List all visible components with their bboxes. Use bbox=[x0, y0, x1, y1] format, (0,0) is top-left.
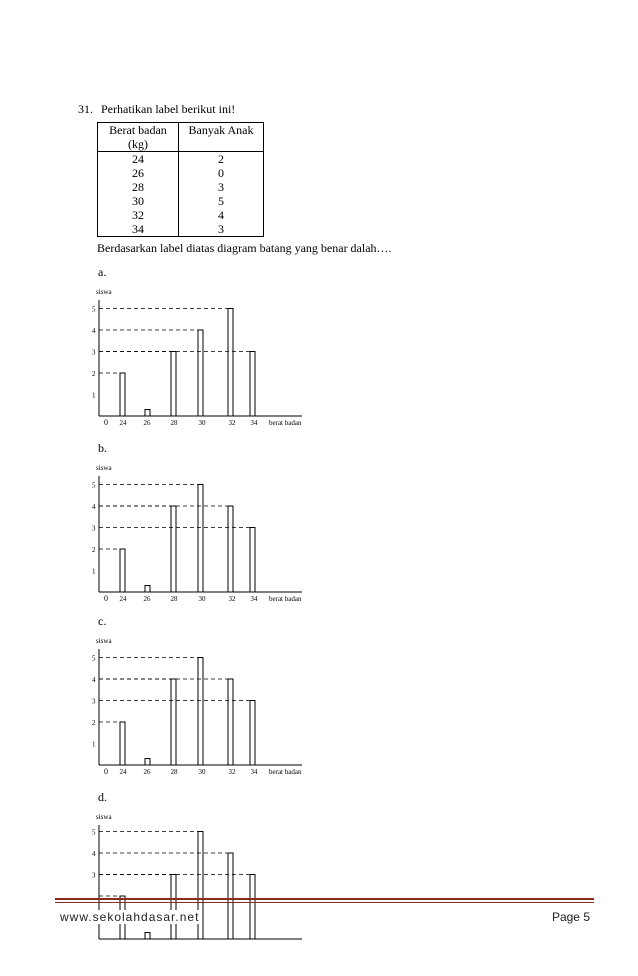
x-tick-label: 32 bbox=[228, 595, 236, 603]
header-text: Banyak Anak bbox=[188, 123, 254, 137]
y-tick-label: 4 bbox=[92, 503, 96, 511]
y-tick-label: 5 bbox=[92, 654, 96, 663]
x-tick-label: 26 bbox=[143, 419, 151, 427]
x-tick-label: 30 bbox=[198, 419, 206, 427]
y-tick-label: 3 bbox=[92, 524, 96, 533]
option-b-label: b. bbox=[98, 441, 107, 455]
bar bbox=[171, 679, 176, 765]
footer-rule-thin bbox=[55, 902, 594, 903]
option-c-label: c. bbox=[98, 614, 107, 628]
footer-rule bbox=[55, 898, 594, 900]
y-tick-label: 2 bbox=[92, 370, 96, 378]
y-axis-label: siswa bbox=[96, 637, 112, 645]
option-d-label: d. bbox=[98, 790, 107, 804]
bar bbox=[228, 853, 233, 939]
bar bbox=[171, 506, 176, 592]
y-tick-label: 4 bbox=[92, 676, 96, 684]
table-header-weight bbox=[98, 123, 179, 152]
bar bbox=[145, 759, 150, 765]
cell-weight: 30 bbox=[98, 194, 179, 208]
x-axis-label: berat badan bbox=[269, 595, 302, 603]
x-axis-label: berat badan bbox=[269, 768, 302, 776]
bar bbox=[250, 701, 255, 766]
x-tick-label: 34 bbox=[250, 595, 258, 603]
bar bbox=[198, 658, 203, 766]
origin-label: 0 bbox=[104, 767, 108, 776]
x-tick-label: 34 bbox=[250, 768, 258, 776]
bar-chart-option-d bbox=[80, 807, 320, 947]
cell-weight: 32 bbox=[98, 208, 179, 222]
option-a-label: a. bbox=[98, 265, 107, 279]
y-tick-label: 5 bbox=[92, 828, 96, 837]
table-row bbox=[98, 222, 264, 237]
data-table bbox=[97, 122, 264, 237]
x-tick-label: 26 bbox=[143, 595, 151, 603]
y-tick-label: 5 bbox=[92, 305, 96, 314]
x-tick-label: 28 bbox=[170, 419, 178, 427]
x-tick-label: 28 bbox=[170, 595, 178, 603]
bar bbox=[228, 679, 233, 765]
question-prompt: Berdasarkan label diatas diagram batang yang benar dalah…. bbox=[97, 241, 392, 255]
bar bbox=[198, 330, 203, 416]
bar bbox=[145, 933, 150, 939]
bar bbox=[171, 352, 176, 417]
table-row bbox=[98, 194, 264, 208]
cell-count: 0 bbox=[179, 166, 264, 180]
table-row bbox=[98, 152, 264, 167]
origin-label: 0 bbox=[104, 418, 108, 427]
bar bbox=[171, 875, 176, 940]
footer-site: www.sekolahdasar.net bbox=[60, 910, 200, 924]
x-tick-label: 26 bbox=[143, 768, 151, 776]
y-tick-label: 1 bbox=[92, 391, 96, 400]
cell-count: 5 bbox=[179, 194, 264, 208]
cell-count: 4 bbox=[179, 208, 264, 222]
bar bbox=[228, 309, 233, 417]
y-axis-label: siswa bbox=[96, 464, 112, 472]
y-tick-label: 1 bbox=[92, 567, 96, 576]
footer-page-number: Page 5 bbox=[551, 910, 590, 924]
cell-count: 3 bbox=[179, 180, 264, 194]
y-tick-label: 3 bbox=[92, 871, 96, 880]
x-tick-label: 30 bbox=[198, 768, 206, 776]
y-axis-label: siswa bbox=[96, 288, 112, 296]
bar bbox=[250, 352, 255, 417]
bar-chart-option-b bbox=[80, 458, 320, 608]
cell-weight: 34 bbox=[98, 222, 179, 237]
y-axis-label: siswa bbox=[96, 813, 112, 821]
x-tick-label: 28 bbox=[170, 768, 178, 776]
question-number: 31. bbox=[78, 102, 93, 116]
bar bbox=[250, 528, 255, 593]
bar-chart-option-c bbox=[80, 631, 320, 781]
bar bbox=[228, 506, 233, 592]
bar-chart-option-a bbox=[80, 282, 320, 432]
cell-weight: 26 bbox=[98, 166, 179, 180]
cell-weight: 24 bbox=[98, 152, 179, 167]
table-row bbox=[98, 208, 264, 222]
x-tick-label: 32 bbox=[228, 419, 236, 427]
y-tick-label: 1 bbox=[92, 740, 96, 749]
y-tick-label: 3 bbox=[92, 348, 96, 357]
x-tick-label: 32 bbox=[228, 768, 236, 776]
x-tick-label: 24 bbox=[119, 595, 127, 603]
y-tick-label: 2 bbox=[92, 719, 96, 727]
cell-weight: 28 bbox=[98, 180, 179, 194]
bar bbox=[145, 586, 150, 592]
y-tick-label: 2 bbox=[92, 546, 96, 554]
bar bbox=[145, 410, 150, 416]
bar bbox=[120, 722, 125, 765]
bar bbox=[120, 549, 125, 592]
question-text: Perhatikan label berikut ini! bbox=[101, 102, 236, 116]
y-tick-label: 5 bbox=[92, 481, 96, 490]
x-tick-label: 24 bbox=[119, 419, 127, 427]
cell-count: 3 bbox=[179, 222, 264, 237]
table-row bbox=[98, 166, 264, 180]
y-tick-label: 4 bbox=[92, 850, 96, 858]
x-tick-label: 30 bbox=[198, 595, 206, 603]
table-header-count bbox=[179, 123, 264, 152]
origin-label: 0 bbox=[104, 594, 108, 603]
bar bbox=[250, 875, 255, 940]
cell-count: 2 bbox=[179, 152, 264, 167]
y-tick-label: 4 bbox=[92, 327, 96, 335]
bar bbox=[120, 373, 125, 416]
header-text: Berat badan (kg) bbox=[109, 123, 167, 151]
x-axis-label: berat badan bbox=[269, 419, 302, 427]
bar bbox=[198, 485, 203, 593]
question-31 bbox=[78, 102, 235, 117]
table-row bbox=[98, 180, 264, 194]
x-tick-label: 24 bbox=[119, 768, 127, 776]
x-tick-label: 34 bbox=[250, 419, 258, 427]
y-tick-label: 3 bbox=[92, 697, 96, 706]
